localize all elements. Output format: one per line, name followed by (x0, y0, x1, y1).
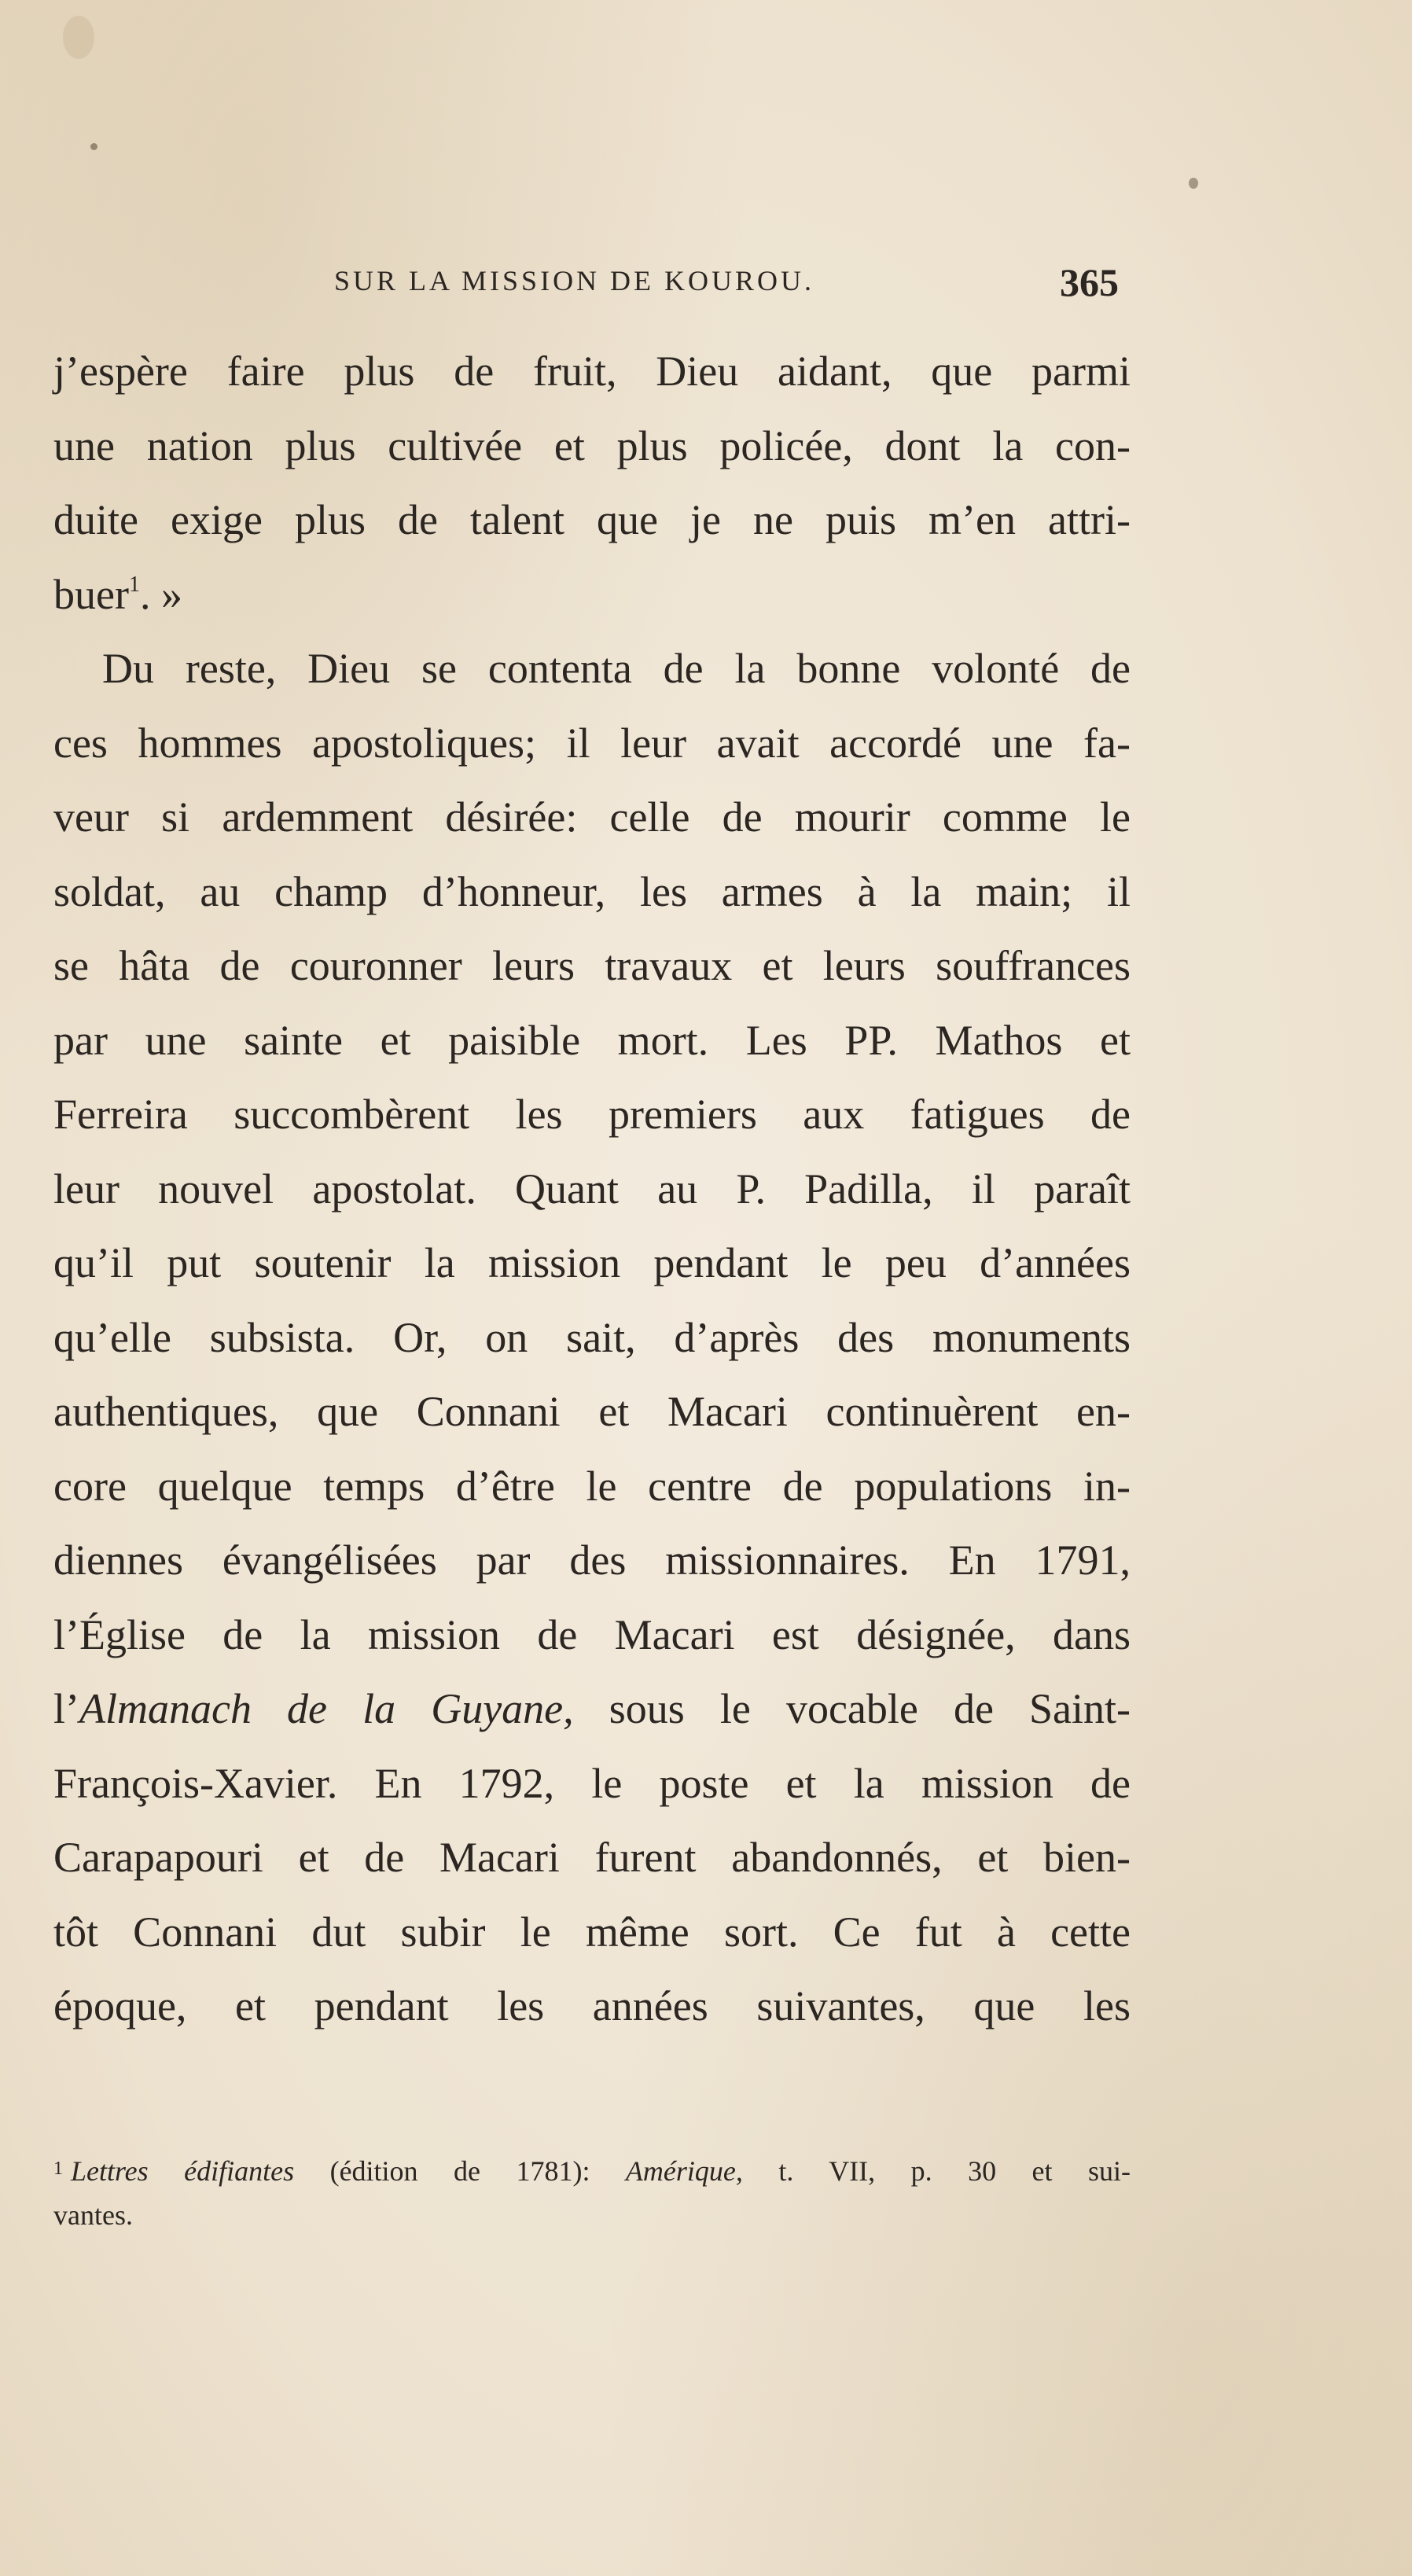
text-line: qu’il put soutenir la mission pendant le peu d’années (53, 1239, 1131, 1286)
text-line (53, 1672, 1131, 1746)
footnote-line: vantes. (53, 2199, 133, 2231)
text-line: une nation plus cultivée et plus policée, dont la con- (53, 421, 1131, 469)
footnote-ref: t. VII, p. 30 et sui- (778, 2155, 1131, 2187)
footnote-title: Lettres édifiantes (71, 2155, 295, 2187)
text-line: qu’elle subsista. Or, on sait, d’après des monuments (53, 1313, 1131, 1361)
text-line: core quelque temps d’être le centre de populations in- (53, 1462, 1131, 1510)
text-line: par une sainte et paisible mort. Les PP. Mathos et (53, 1016, 1131, 1064)
text-line: ces hommes apostoliques; il leur avait accordé une fa- (53, 719, 1131, 767)
text-line: diennes évangélisées par des missionnaires. En 1791, (53, 1536, 1131, 1584)
quote-close: . » (139, 570, 182, 618)
italic-title: Almanach de la Guyane, (79, 1685, 574, 1732)
text-line: veur si ardemment désirée: celle de mourir comme le (53, 793, 1131, 841)
text-line: tôt Connani dut subir le même sort. Ce fut à cette (53, 1908, 1131, 1956)
footnotes (53, 2147, 1131, 2237)
text-line: Carapapouri et de Macari furent abandonnés, et bien- (53, 1834, 1131, 1881)
text-line: authentiques, que Connani et Macari continuèrent en- (53, 1388, 1131, 1435)
text-line: duite exige plus de talent que je ne puis m’en attri- (53, 496, 1131, 543)
ink-speck (90, 143, 97, 150)
text-line: Ferreira succombèrent les premiers aux fatigues de (53, 1091, 1131, 1138)
text-line: j’espère faire plus de fruit, Dieu aidant, que parmi (53, 348, 1131, 395)
text-line (53, 558, 1131, 632)
text-line: soldat, au champ d’honneur, les armes à la main; il (53, 867, 1131, 915)
text-line: se hâta de couronner leurs travaux et leurs souffrances (53, 942, 1131, 989)
footnote-line (53, 2147, 1131, 2193)
text-fragment: sous le vocable de Saint- (609, 1685, 1131, 1732)
text-line: François-Xavier. En 1792, le poste et la mission de (53, 1759, 1131, 1807)
text-line: Du reste, Dieu se contenta de la bonne volonté de (102, 645, 1131, 692)
page-number: 365 (1060, 260, 1119, 304)
footnote-section: Amérique, (625, 2155, 743, 2187)
page-stain (63, 16, 94, 59)
text-fragment: l’ (53, 1685, 79, 1732)
body-text (53, 334, 1131, 2044)
text-line: l’Église de la mission de Macari est désignée, dans (53, 1610, 1131, 1658)
footnote-reference: 1 (128, 572, 140, 597)
footnote-edition: (édition de 1781): (329, 2155, 590, 2187)
ink-speck (1189, 178, 1198, 189)
text-line: leur nouvel apostolat. Quant au P. Padilla, il paraît (53, 1165, 1131, 1213)
footnote-marker: 1 (53, 2158, 63, 2179)
running-head (0, 260, 1412, 311)
text-fragment: buer (53, 570, 129, 618)
text-line: époque, et pendant les années suivantes, que les (53, 1982, 1131, 2030)
running-title: SUR LA MISSION DE KOUROU. (334, 265, 815, 296)
